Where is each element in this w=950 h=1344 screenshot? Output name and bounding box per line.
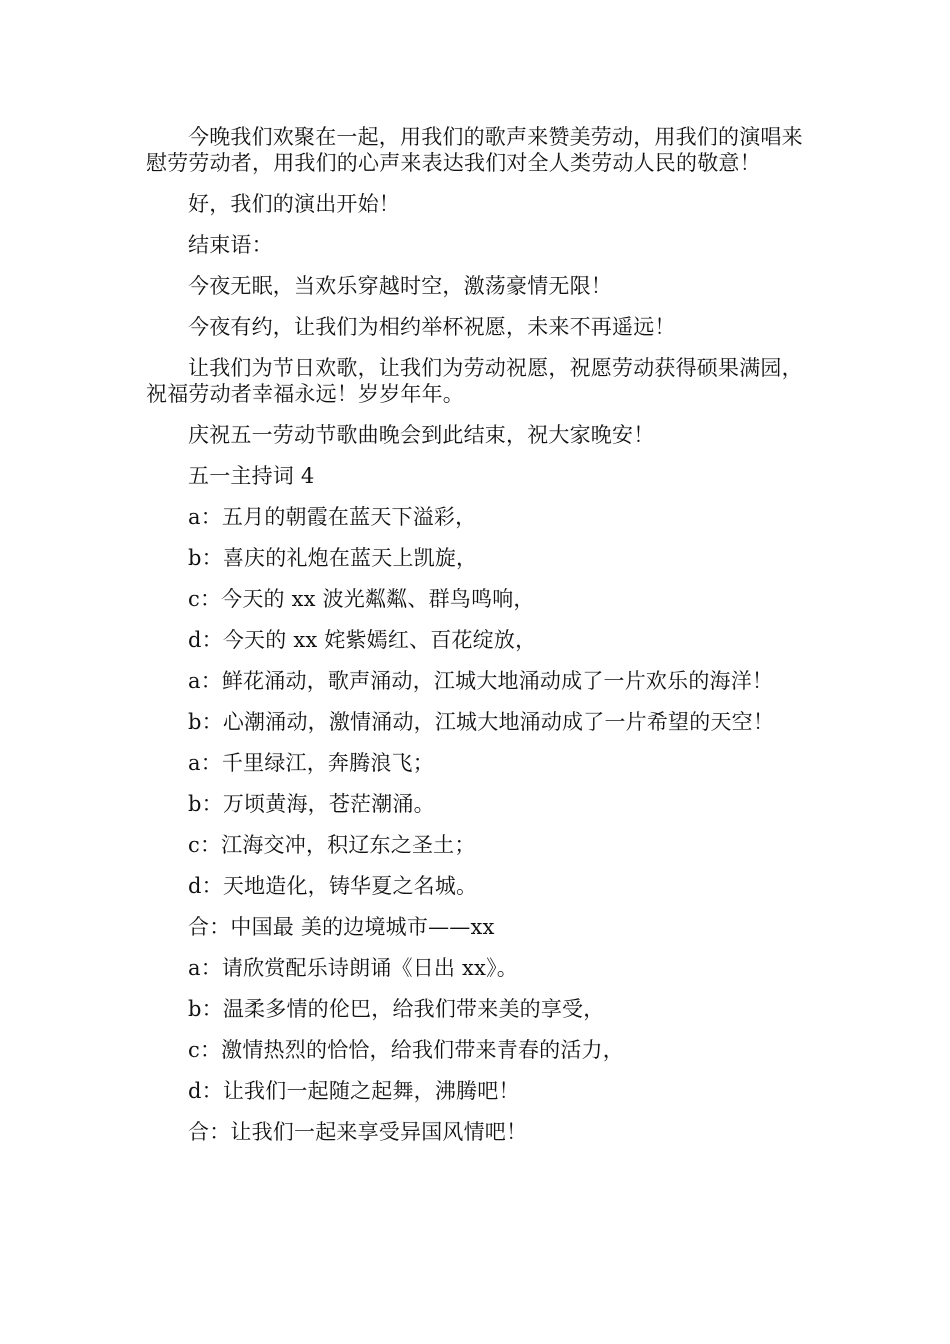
dialogue-line: a：请欣赏配乐诗朗诵《日出 xx》。 [188,956,518,980]
dialogue-line: d：让我们一起随之起舞，沸腾吧！ [188,1079,520,1103]
dialogue-line: c：激情热烈的恰恰，给我们带来青春的活力， [188,1038,624,1062]
paragraph-closing-1: 今夜无眠，当欢乐穿越时空，激荡豪情无限！ [188,274,612,298]
dialogue-line: a：千里绿江，奔腾浪飞； [188,751,434,775]
section-heading-script-4: 五一主持词 4 [188,464,315,488]
dialogue-line: d：天地造化，铸华夏之名城。 [188,874,478,898]
dialogue-line: 合：让我们一起来享受异国风情吧！ [188,1120,528,1144]
dialogue-line: b：温柔多情的伦巴，给我们带来美的享受， [188,997,605,1021]
dialogue-line: c：江海交冲，积辽东之圣土； [188,833,476,857]
dialogue-line: b：心潮涌动，激情涌动，江城大地涌动成了一片希望的天空！ [188,710,775,734]
dialogue-line: a：鲜花涌动，歌声涌动，江城大地涌动成了一片欢乐的海洋！ [188,669,774,693]
closing-heading: 结束语： [188,233,273,257]
paragraph-closing-3: 让我们为节日欢歌，让我们为劳动祝愿，祝愿劳动获得硕果满园，祝福劳动者幸福永远！岁岁年年。 [146,356,803,406]
dialogue-line: b：喜庆的礼炮在蓝天上凯旋， [188,546,478,570]
dialogue-line: b：万顷黄海，苍茫潮涌。 [188,792,435,816]
paragraph-closing-2: 今夜有约，让我们为相约举杯祝愿，未来不再遥远！ [188,315,676,339]
paragraph-show-start: 好，我们的演出开始！ [188,192,400,216]
document-page [146,124,806,1145]
paragraph-closing-4: 庆祝五一劳动节歌曲晚会到此结束，祝大家晚安！ [188,423,655,447]
dialogue-line: 合：中国最 美的边境城市——xx [188,915,495,939]
dialogue-line: d：今天的 xx 姹紫嫣红、百花绽放， [188,628,537,652]
paragraph-opening-remarks: 今晚我们欢聚在一起，用我们的歌声来赞美劳动，用我们的演唱来慰劳劳动者，用我们的心声来表达我们对全人类劳动人民的敬意！ [146,125,803,175]
dialogue-line: c：今天的 xx 波光粼粼、群鸟鸣响， [188,587,535,611]
dialogue-line: a：五月的朝霞在蓝天下溢彩， [188,505,477,529]
